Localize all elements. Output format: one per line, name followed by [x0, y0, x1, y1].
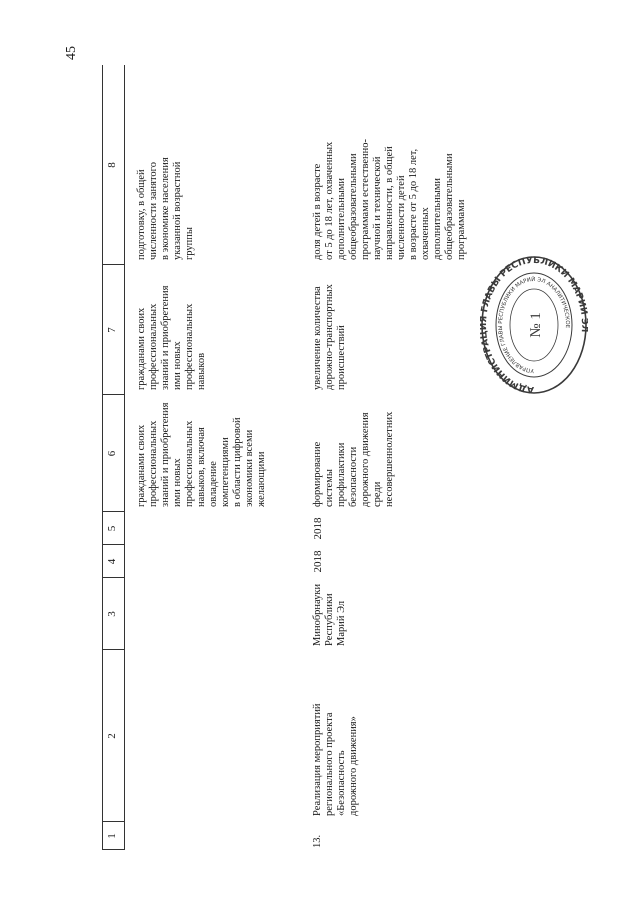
row13-activity: Реализация мероприятий регионального проекта «Безопасность дорожного движения» [312, 703, 359, 816]
table-top-rule [102, 65, 103, 850]
row13-indicator: доля детей в возрасте от 5 до 18 лет, охваченных дополнительными общеобразовательными программами естественно- научной и технической направленности, в общей численности детей в возрасте от 5 до 18 лет, охваченных дополнительными общеобразовательными программами [312, 139, 467, 260]
column-number-7: 7 [106, 327, 118, 333]
column-number-4: 4 [106, 558, 118, 565]
row13-start-year: 2018 [312, 550, 324, 573]
svg-text:АДМИНИСТРАЦИЯ ГЛАВЫ РЕСПУБЛИКИ: АДМИНИСТРАЦ ГЛАВЫ РЕСПУБЛИКИ МАРИЙ [480, 255, 588, 395]
column-number-5: 5 [106, 525, 118, 532]
column-number-3: 3 [106, 611, 118, 617]
column-number-2: 2 [106, 733, 118, 739]
rotated-table-page [102, 65, 622, 850]
column-number-6: 6 [106, 450, 118, 457]
page-number: 45 [64, 46, 79, 60]
svg-text:№ 1: № 1 [528, 312, 544, 338]
carryover-indicator: подготовку, в общей численности занятого в экономике населения указанной возрастной группы [136, 157, 195, 260]
row13-expected-result: формирование системы профилактики безопасности дорожного движения среди несовершеннолетних [312, 411, 395, 507]
column-number-8: 8 [106, 162, 118, 168]
row13-responsible: Минобрнауки Республики Марий Эл [312, 583, 347, 646]
column-number-1: 1 [106, 833, 118, 839]
row13-end-year: 2018 [312, 517, 324, 540]
carryover-expected-result: гражданами своих профессиональных знаний и приобретения ими новых профессиональных навыков, включая овладение компетенциями в области цифровой экономики всеми желающими [136, 402, 267, 507]
row13-consequences: увеличение количества дорожно-транспортных происшествий [312, 284, 347, 390]
carryover-consequences: гражданами своих профессиональных знаний и приобретения ими новых профессиональных навыков [136, 285, 207, 390]
svg-text:УПРАВЛЕНИЕ ГЛАВЫ РЕСПУБЛИКИ МА: УПРАВЛЕНИЕ ГЛАВЫ РЕСПУБЛИКИ МАРИЙ ЭЛ АНАЛИТИЧЕСКОЕ [497, 276, 571, 374]
table-header-rule [124, 65, 125, 850]
row13-number: 13. [312, 834, 323, 848]
official-stamp [480, 255, 588, 395]
